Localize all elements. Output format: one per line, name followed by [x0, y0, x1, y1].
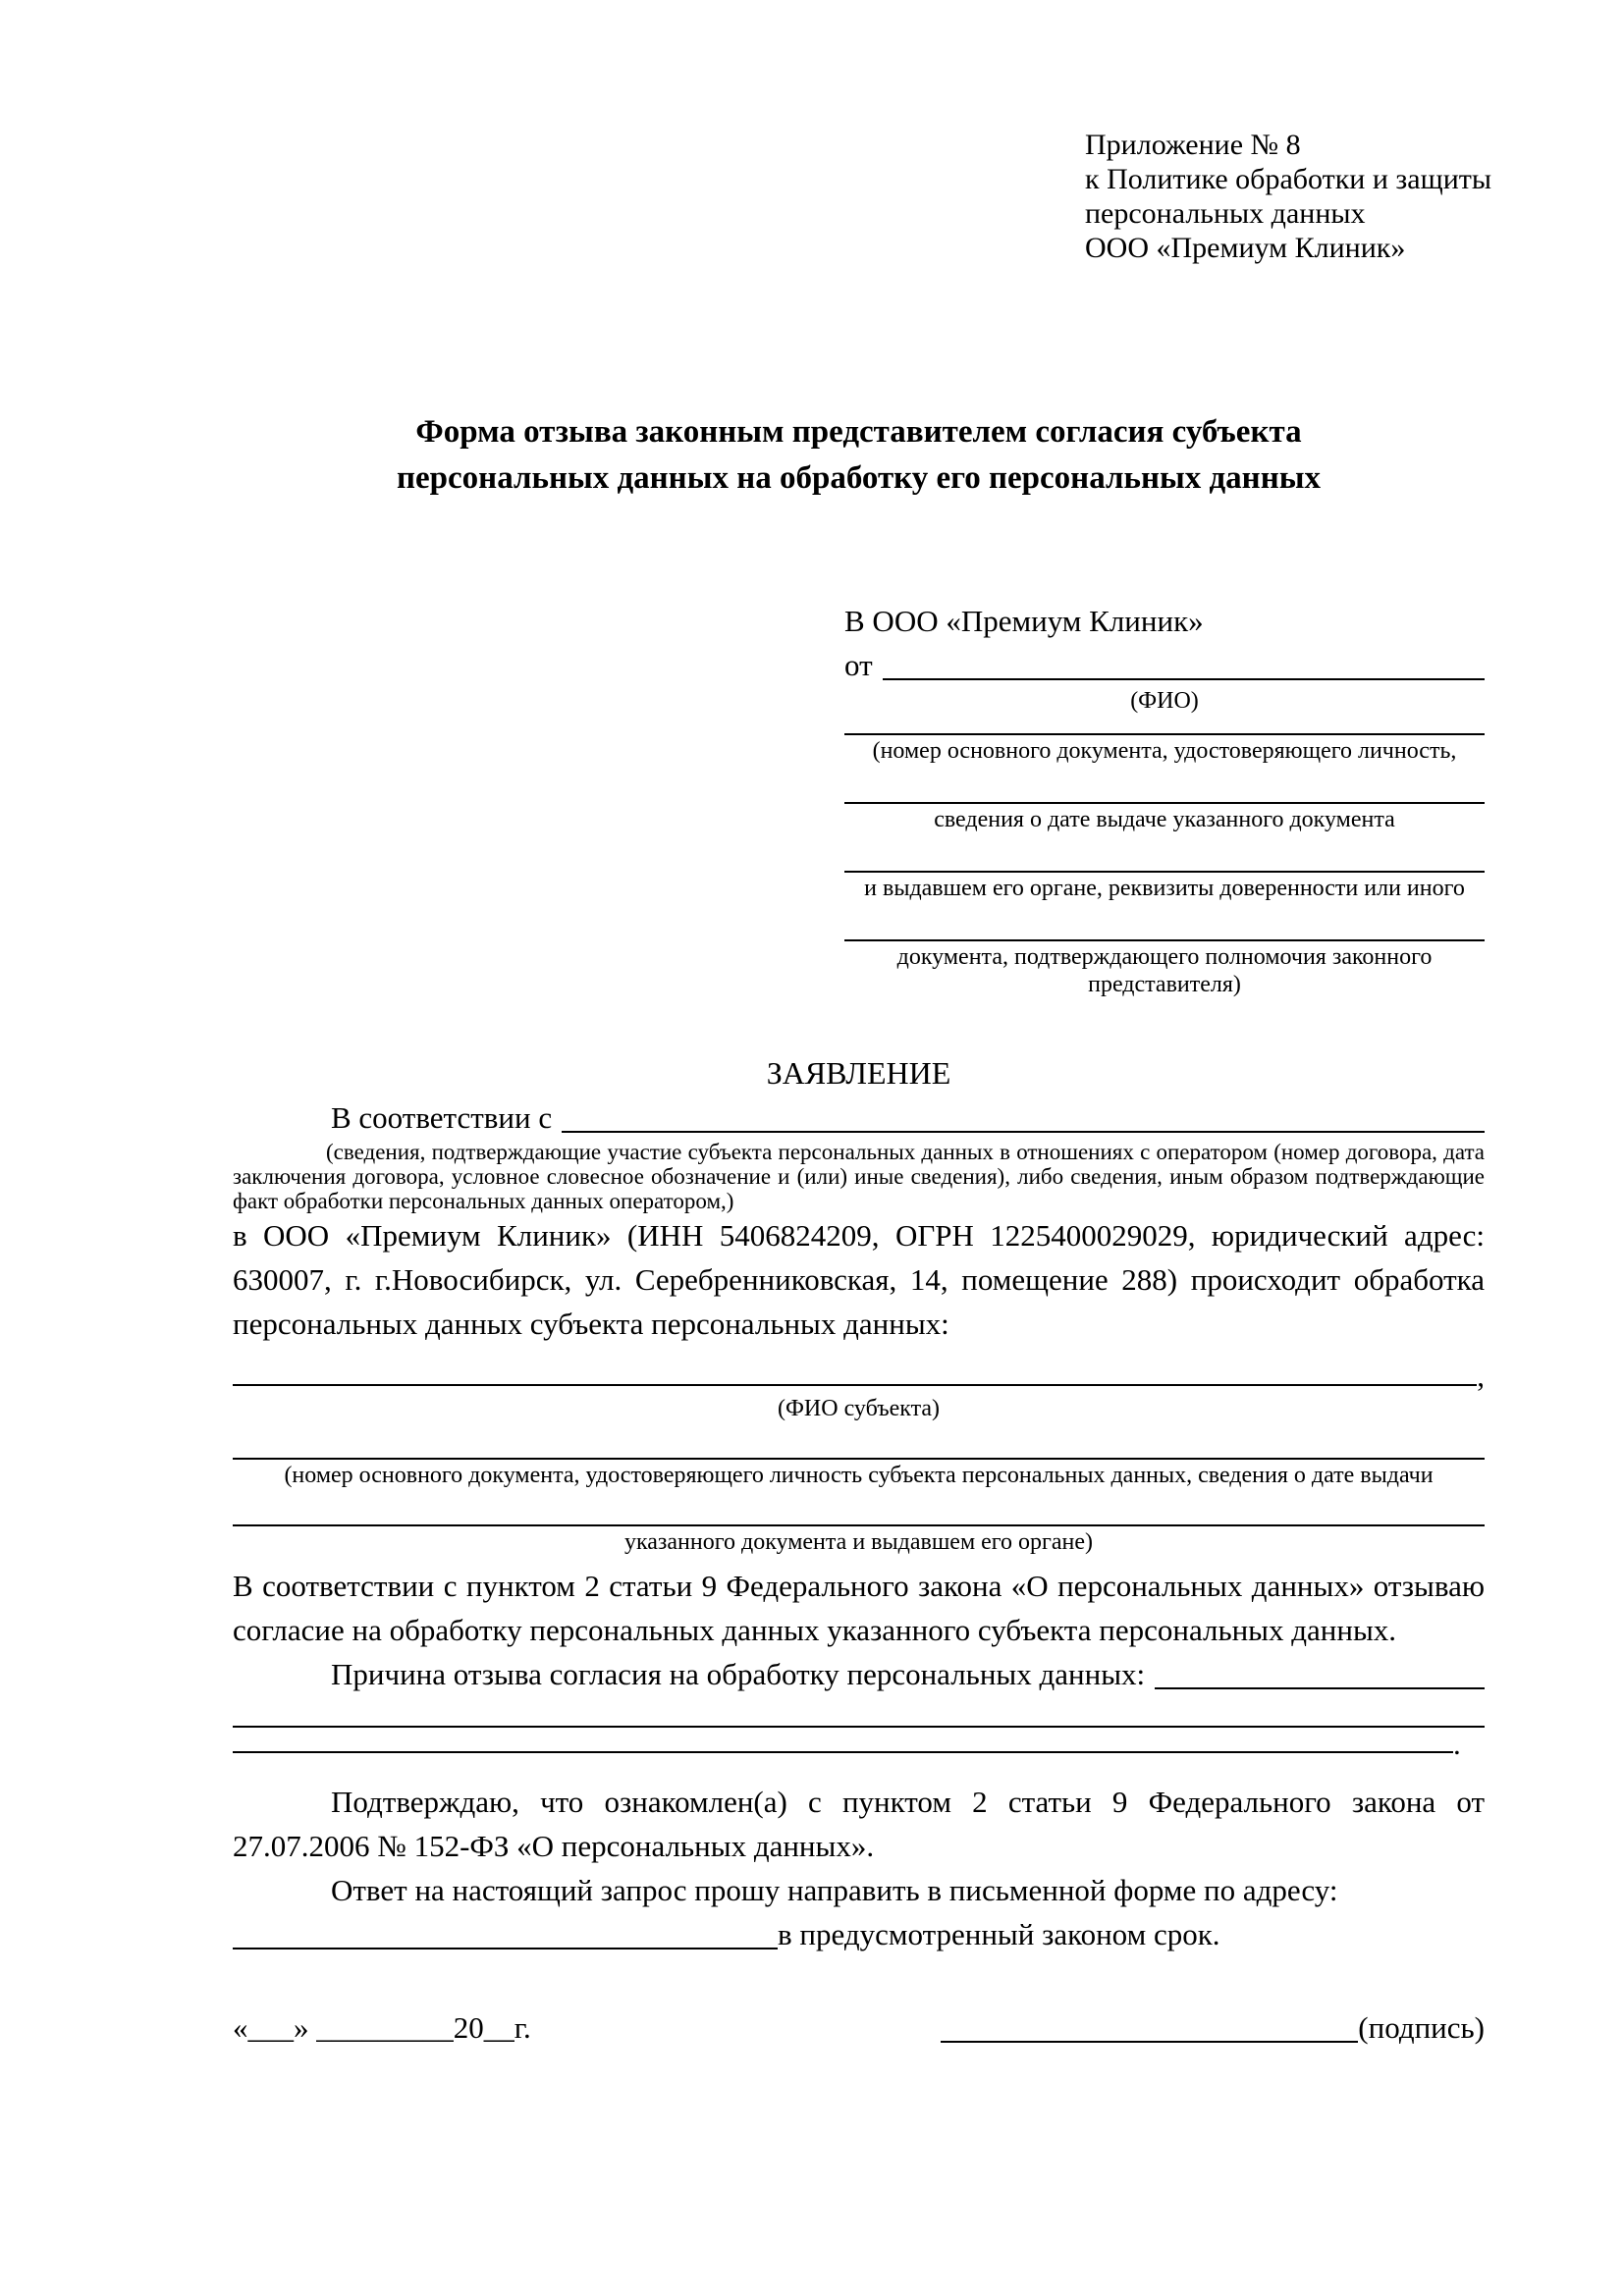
subject-fio-caption: (ФИО субъекта) — [777, 1396, 941, 1421]
blank-line — [844, 733, 1485, 735]
accordance-label: В соответствии с — [331, 1100, 553, 1135]
field-caption: сведения о дате выдаче указанного документа — [934, 807, 1395, 832]
appendix-line: к Политике обработки и защиты — [1085, 163, 1492, 195]
from-label: от — [844, 648, 873, 682]
document-title — [233, 409, 1485, 502]
fio-caption: (ФИО) — [1130, 688, 1199, 714]
from-blank-line — [883, 643, 1485, 680]
blank-field — [844, 939, 1485, 998]
field-caption: (номер основного документа, удостоверяющего личность, — [872, 738, 1457, 764]
subject-doc-line-2 — [233, 1524, 1485, 1526]
signature-group — [941, 2005, 1485, 2050]
blank-field — [844, 802, 1485, 833]
blank-line — [233, 1751, 1453, 1753]
accordance-row — [233, 1095, 1485, 1140]
acknowledge-paragraph: Подтверждаю, что ознакомлен(а) с пунктом 2 статьи 9 Федерального закона от 27.07.2006 № 152-ФЗ «О персональных данных». — [233, 1785, 1485, 1863]
appendix-line: Приложение № 8 — [1085, 129, 1301, 161]
date-blank-text: «___» _________20__г. — [233, 2010, 531, 2045]
withdrawal-paragraph: В соответствии с пунктом 2 статьи 9 Федерального закона «О персональных данных» отзываю согласие на обработку персональных данных указанного субъекта персональных данных. — [233, 1569, 1485, 1647]
response-term-text: в предусмотренный законом срок. — [778, 1917, 1220, 1951]
date-signature-row — [233, 2005, 1485, 2050]
subject-fio-line — [233, 1360, 1485, 1393]
reason-row — [233, 1652, 1485, 1696]
appendix-block — [1085, 128, 1492, 265]
blank-field — [844, 871, 1485, 902]
blank-line — [233, 1384, 1477, 1386]
blank-field — [233, 1360, 1485, 1422]
reason-blank-line — [1155, 1652, 1485, 1689]
field-caption: и выдавшем его органе, реквизиты доверенности или иного — [864, 876, 1465, 901]
operator-paragraph: в ООО «Премиум Клиник» (ИНН 5406824209, ОГРН 1225400029029, юридический адрес: 630007, г. г.Новосибирск, ул. Серебренниковская, 14, помещение 288) происходит обработка персональных данных субъекта персональных данных: — [233, 1218, 1485, 1341]
response-paragraph: Ответ на настоящий запрос прошу направить в письменной форме по адресу: — [331, 1873, 1338, 1907]
appendix-line: персональных данных — [1085, 197, 1366, 230]
blank-line — [844, 871, 1485, 873]
blank-field — [233, 1458, 1485, 1489]
blank-line — [844, 939, 1485, 941]
recipient-to: В ООО «Премиум Клиник» — [844, 604, 1204, 638]
reason-line-2 — [233, 1728, 1485, 1760]
subject-doc-caption-1: (номер основного документа, удостоверяющего личность субъекта персональных данных, сведения о дате выдачи — [284, 1463, 1434, 1488]
title-line: персональных данных на обработку его персональных данных — [397, 460, 1321, 496]
response-term-row — [233, 1912, 1485, 1956]
signature-caption: (подпись) — [1358, 2010, 1485, 2045]
recipient-block — [844, 599, 1485, 998]
signature-line — [941, 2041, 1358, 2043]
trailing-period: . — [1453, 1727, 1461, 1761]
trailing-comma: , — [1477, 1359, 1485, 1393]
statement-note: (сведения, подтверждающие участие субъекта персональных данных в отношениях с оператором (номер договора, дата заключения договора, условное словесное обозначение и (или) иные сведения), либо сведения, иным образом подтверждающие факт обработки персональных данных оператором,) — [233, 1140, 1485, 1213]
blank-field — [844, 733, 1485, 765]
blank-field — [233, 1524, 1485, 1556]
statement-heading: ЗАЯВЛЕНИЕ — [766, 1055, 951, 1091]
from-row — [844, 643, 1485, 687]
blank-line — [844, 802, 1485, 804]
response-address-line — [233, 1948, 778, 1949]
title-line: Форма отзыва законным представителем согласия субъекта — [415, 414, 1302, 450]
accordance-blank-line — [562, 1095, 1485, 1133]
reason-label: Причина отзыва согласия на обработку персональных данных: — [331, 1657, 1146, 1691]
subject-doc-caption-2: указанного документа и выдавшем его органе) — [623, 1529, 1094, 1555]
field-caption: документа, подтверждающего полномочия законного представителя) — [896, 944, 1433, 997]
appendix-line: ООО «Премиум Клиник» — [1085, 232, 1406, 264]
subject-doc-line-1 — [233, 1458, 1485, 1460]
